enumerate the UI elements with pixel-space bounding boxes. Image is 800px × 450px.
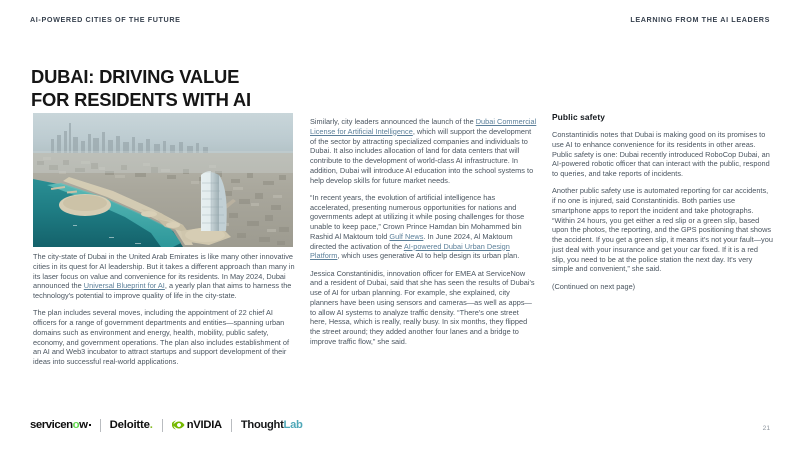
col1-paragraph-2: The plan includes several moves, including the appointment of 22 chief AI officers for a range of government departments and entities—spanning urban domains such as environment and energy, health, mobility, public safety, economy, and government operations. The plan also includes establishment of an AI and Web3 incubator to attract startups and support development of their ideas into successful real-world applications.: [33, 308, 290, 367]
logo-divider-3: [231, 419, 232, 432]
page-title-line-1: DUBAI: DRIVING VALUE: [31, 66, 240, 88]
page-title: [31, 66, 361, 111]
section-heading-public-safety: Public safety: [552, 112, 605, 122]
servicenow-accent-letter: o: [72, 419, 80, 431]
col2-paragraph-1: [310, 117, 537, 185]
page-title-line-2: FOR RESIDENTS WITH AI: [31, 88, 251, 110]
deloitte-accent-dot: .: [149, 419, 153, 431]
col1-paragraph-1: [33, 252, 295, 301]
body-column-1: [33, 252, 295, 367]
hero-image-dubai-coastline: [33, 113, 293, 247]
logo-servicenow: [30, 419, 91, 431]
servicenow-text-post: w: [79, 419, 88, 431]
col2-p2-text-a: “In recent years, the evolution of artificial intelligence has accelerated, presenting numerous opportunities for nations and governments adept at utilizing it while posing challenges for those unable to keep pace,” Crown Prince Hamdan bin Mohammed bin Rashid Al Maktoum told: [310, 192, 525, 241]
servicenow-text-pre: servicen: [30, 419, 73, 431]
logo-deloitte: [110, 419, 153, 431]
logo-nvidia: [172, 419, 222, 431]
servicenow-period-mark: [89, 424, 91, 426]
body-column-2: [310, 117, 537, 347]
nvidia-text: nVIDIA: [186, 419, 222, 431]
col3-paragraph-1: Constantinidis notes that Dubai is making good on its promises to use AI to enhance convenience for its residents in other areas. Public safety is one: Dubai recently introduced RoboCop Dubai, an AI-powered robotic officer that can interact with the public, respond to queries, and take reports of incidents.: [552, 130, 770, 178]
col2-p1-text-b: , which will support the development of the sector by attracting specialized companies and individuals to Dubai. It also includes allocation of land for data centers that will contribute to the development of world-class AI infrastructure. In addition, Dubai will introduce AI education into the school systems to help develop skills for future market needs.: [310, 126, 534, 185]
logo-divider-1: [100, 419, 101, 432]
col3-continued-note: (Continued on next page): [552, 281, 636, 291]
running-header-left: AI-POWERED CITIES OF THE FUTURE: [30, 15, 181, 24]
link-gulf-news[interactable]: Gulf News: [389, 231, 424, 241]
col1-p1-text-b: , a yearly plan that aims to harness the technology's potential to improve quality of life in the city-state.: [33, 281, 292, 300]
nvidia-eye-icon: [172, 420, 185, 430]
link-dubai-commercial-license[interactable]: Dubai Commercial License for Artificial Intelligence: [310, 117, 537, 136]
thoughtlab-text-accent: Lab: [283, 419, 303, 431]
col2-p2-text-c: , which uses generative AI to help design its urban plan.: [337, 251, 520, 261]
col2-paragraph-3: Jessica Constantinidis, innovation officer for EMEA at ServiceNow and a resident of Dubai, said that she has seen the results of Dubai's use of AI for urban planning. For example, she explained, city planners have been using sensors and cameras—as well as apps—to allow AI systems to analyze traffic density. “There's one street here, Hessa, which is really, really busy. In six months, they flipped the street around; they added another four lanes and a bridge to improve traffic flow,” she said.: [310, 268, 535, 346]
col2-p2-text-b: . In June 2024, Al Maktoum directed the activation of the: [310, 231, 513, 251]
thoughtlab-text-pre: Thought: [240, 419, 284, 431]
running-header-right: LEARNING FROM THE AI LEADERS: [630, 15, 770, 24]
deloitte-text: Deloitte: [109, 419, 150, 431]
logo-thoughtlab: [241, 419, 303, 431]
col2-paragraph-2: [310, 193, 537, 261]
col3-paragraph-2: Another public safety use is automated reporting for car accidents, if no one is injured, said Constantinidis. Both parties use smartphone apps to report the incident and take photographs. “Within 24 hours, you get either a red slip or a green slip, based upon the photos, the reporting, and the GPS positioning that shows the accident. If you get a green slip, it means it's not your fault—you just deal with your insurance and get your car fixed. If it is a red slip, you need to be at the police station the next day. It's very simple and convenient,” she said.: [552, 186, 773, 274]
body-column-3: [552, 112, 773, 291]
hero-image-illustration: [33, 113, 293, 247]
footer-logo-bar: [30, 416, 303, 434]
page-number: 21: [762, 425, 770, 432]
link-ai-powered-dubai-urban-design-platform[interactable]: AI-powered Dubai Urban Design Platform: [310, 241, 510, 261]
col2-p1-text-a: Similarly, city leaders announced the launch of the: [310, 117, 476, 126]
col1-p1-text-a: The city-state of Dubai in the United Arab Emirates is like many other innovative cities in its quest for AI leadership. But it takes a different approach than many in its laser focus on value and convenience for its residents. In May 2024, Dubai announced the: [33, 252, 295, 291]
logo-divider-2: [162, 419, 163, 432]
link-universal-blueprint-for-ai[interactable]: Universal Blueprint for AI: [83, 281, 165, 291]
